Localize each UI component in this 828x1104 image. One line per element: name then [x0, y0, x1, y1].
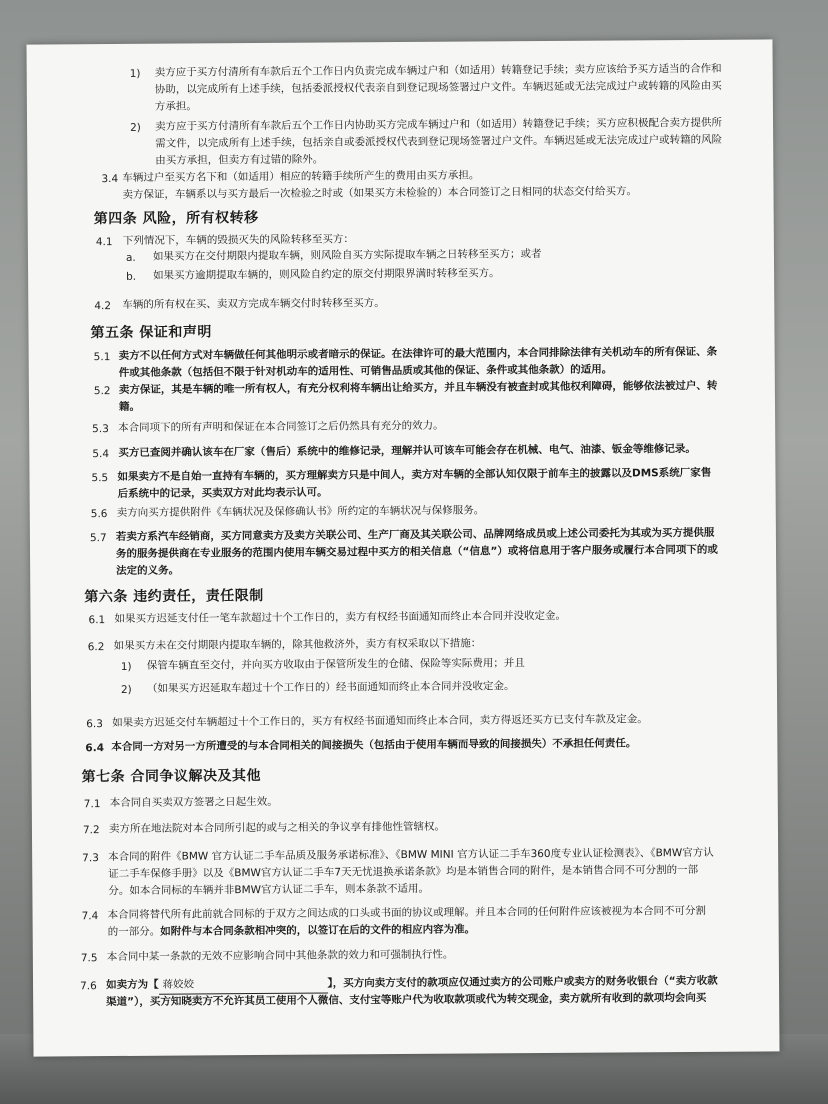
clause-7-1-text: 本合同自买卖双方签署之日起生效。 [109, 795, 278, 810]
clause-6-2-2-number: 2) [120, 683, 132, 696]
clause-4-1-number: 4.1 [95, 236, 113, 249]
clause-7-4-line-1: 本合同将替代所有此前就合同标的于双方之间达成的口头或书面的协议或理解。并且本合同的任何附件应该被视为本合同不可分割 [107, 904, 707, 922]
clause-5-3-number: 5.3 [92, 423, 109, 436]
clause-6-2-2-text: （如果买方迟延取车超过十个工作日的）经书面通知而终止本合同并没收定金。 [146, 680, 515, 695]
clause-7-4-line-2-bold: 如附件与本合同条款相冲突的，以签订在后的文件的相应内容为准。 [160, 923, 476, 938]
clause-7-3-number: 7.3 [82, 852, 99, 865]
clause-6-3-number: 6.3 [86, 718, 103, 731]
clause-6-2-1-text: 保管车辆直至交付，并向买方收取由于保管所发生的仓储、保险等实际费用；并且 [146, 657, 525, 672]
clause-7-3-line-2: 证二手车保修手册》以及《BMW官方认证二手车7天无忧退换承诺条款》均是本销售合同的附件，是本销售合同不可分割的一部 [108, 863, 699, 881]
clause-5-7-line-3: 法定的义务。 [116, 564, 180, 578]
clause-3-4-line-2: 卖方保证，车辆系以与买方最后一次检验之时或（如果买方未检验的）本合同签订之日相同的状态交付给买方。 [122, 185, 638, 201]
clause-3-3-1-number: 1) [129, 67, 141, 80]
clause-5-5-line-1: 如果卖方不是自始一直持有车辆的，买方理解卖方只是中间人，卖方对车辆的全部认知仅限于前车主的披露以及DMS系统厂家售 [117, 466, 712, 483]
clause-5-7-line-2: 务的服务提供商在专业服务的范围内使用车辆交易过程中买方的相关信息（“信息”）或将信息用于客户服务或履行本合同项下的或 [115, 543, 718, 561]
clause-7-6-suffix: 】，买方向卖方支付的款项应仅通过卖方的公司账户或卖方的财务收银台（“卖方收款 [327, 974, 718, 990]
clause-6-4-number: 6.4 [85, 742, 105, 755]
clause-4-2-text: 车辆的所有权在买、卖双方完成车辆交付时转移至买方。 [122, 297, 385, 311]
clause-5-3-text: 本合同项下的所有声明和保证在本合同签订之后仍然具有充分的效力。 [118, 419, 444, 434]
clause-7-6-number: 7.6 [80, 980, 97, 993]
clause-4-1-a-number: a. [125, 251, 136, 264]
clause-7-2-text: 卖方所在地法院对本合同所引起的或与之相关的争议享有排他性管辖权。 [108, 820, 445, 836]
clause-5-6-number: 5.6 [90, 508, 108, 521]
article-6-heading: 第六条 违约责任，责任限制 [84, 587, 264, 606]
clause-5-5-number: 5.5 [91, 472, 109, 485]
article-4-heading: 第四条 风险，所有权转移 [93, 210, 259, 228]
article-5-heading: 第五条 保证和声明 [90, 324, 212, 342]
clause-7-6-prefix: 如卖方为【 [106, 978, 159, 992]
clause-5-7-number: 5.7 [89, 532, 107, 545]
clause-7-5-number: 7.5 [80, 952, 98, 965]
clause-4-2-number: 4.2 [94, 300, 112, 313]
clause-7-3-line-3: 分。如本合同标的车辆并非BMW官方认证二手车，则本条款不适用。 [108, 882, 430, 898]
clause-3-3-1-line-3: 方承担。 [154, 100, 197, 113]
clause-5-1-line-1: 卖方不以任何方式对车辆做任何其他明示或者暗示的保证。在法律许可的最大范围内，本合同排除法律有关机动车的所有保证、条 [118, 345, 718, 362]
clause-3-3-1-line-2: 协助，以完成所有上述手续，包括委派授权代表亲自到登记现场签署过户文件。车辆迟延或无法完成过户或转籍的风险由买 [154, 79, 722, 96]
clause-5-4-number: 5.4 [92, 448, 110, 461]
clause-5-6-text: 卖方向买方提供附件《车辆状况及保修确认书》所约定的车辆状况与保修服务。 [116, 504, 485, 519]
clause-5-2-number: 5.2 [93, 385, 111, 398]
clause-6-1-text: 如果买方迟延支付任一笔车款超过十个工作日的，卖方有权经书面通知而终止本合同并没收定金。 [114, 609, 567, 626]
clause-6-2-text: 如果买方未在交付期限内提取车辆的，除其他救济外，卖方有权采取以下措施： [113, 637, 482, 653]
clause-3-3-2-line-1: 卖方应于买方付清所有车款后五个工作日内协助买方完成车辆过户和（如适用）转籍登记手续；买方应积极配合卖方提供所 [155, 116, 723, 133]
clause-5-2-line-1: 卖方保证，其是车辆的唯一所有权人，有充分权利将车辆出让给买方，并且车辆没有被查封或其他权利障碍，能够依法被过户、转 [118, 379, 718, 396]
clause-4-1-b-number: b. [126, 270, 137, 283]
clause-3-3-2-line-2: 需文件，以完成所有上述手续，包括亲自或委派授权代表到登记现场签署过户文件。车辆迟延或无法完成过户或转籍的风险 [155, 133, 723, 150]
clause-6-3-text: 如果卖方迟延交付车辆超过十个工作日的，买方有权经书面通知而终止本合同，卖方得返还买方已支付车款及定金。 [112, 713, 648, 730]
clause-5-5-line-2: 后系统中的记录，买卖双方对此均表示认可。 [117, 486, 328, 500]
seller-name-field: 蒋姣姣 [158, 976, 327, 995]
clause-4-1-b-text: 如果买方逾期提取车辆的，则风险自约定的原交付期限界满时转移至买方。 [153, 267, 500, 282]
clause-7-4-line-2 [108, 922, 476, 942]
clause-5-1-number: 5.1 [93, 351, 111, 364]
clause-7-5-text: 本合同中某一条款的无效不应影响合同中其他条款的效力和可强制执行性。 [106, 948, 454, 964]
clause-7-3-line-1: 本合同的附件《BMW 官方认证二手车品质及服务承诺标准》、《BMW MINI 官方认证二手车360度专业认证检测表》、《BMW官方认 [108, 846, 714, 864]
clause-3-4-number: 3.4 [101, 172, 119, 186]
clause-3-3-1-line-1: 卖方应于买方付清所有车款后五个工作日内负责完成车辆过户和（如适用）转籍登记手续；卖方应该给予买方适当的合作和 [154, 62, 722, 79]
clause-6-4-text: 本合同一方对另一方所遭受的与本合同相关的间接损失（包括由于使用车辆而导致的间接损失）不承担任何责任。 [111, 737, 637, 754]
clause-3-3-2-line-3: 由买方承担，但卖方有过错的除外。 [155, 153, 324, 167]
clause-7-6-line-2: 渠道”），买方知晓卖方不允许其员工使用个人微信、支付宝等账户代为收取款项或代为转交现金，卖方就所有收到的款项均会向买 [106, 991, 707, 1009]
clause-5-1-line-2: 件或其他条款（包括但不限于针对机动车的适用性、可销售品质或其他的保证、条件或其他条款）的适用。 [118, 363, 613, 379]
clause-4-1-a-text: 如果买方在交付期限内提取车辆，则风险自买方实际提取车辆之日转移至买方；或者 [152, 248, 542, 263]
article-7-heading: 第七条 合同争议解决及其他 [81, 767, 262, 786]
clause-7-4-number: 7.4 [81, 910, 99, 923]
clause-7-1-number: 7.1 [83, 798, 101, 811]
clause-6-1-number: 6.1 [88, 614, 106, 627]
clause-3-4-line-1: 车辆过户至买方名下和（如适用）相应的转籍手续所产生的费用由买方承担。 [122, 169, 480, 184]
clause-6-2-1-number: 1) [120, 660, 132, 673]
clause-5-2-line-2: 籍。 [118, 400, 141, 413]
clause-6-2-number: 6.2 [87, 641, 105, 654]
clause-5-4-text: 买方已查阅并确认该车在厂家（售后）系统中的维修记录，理解并认可该车可能会存在机械、电气、油漆、钣金等维修记录。 [118, 442, 696, 459]
clause-7-2-number: 7.2 [82, 824, 100, 837]
clause-7-4-line-2-plain: 的一部分。 [107, 925, 161, 939]
clause-5-7-line-1: 若卖方系汽车经销商，买方同意卖方及卖方关联公司、生产厂商及其关联公司、品牌网络成员或上述公司委托为其或为买方提供服 [115, 526, 715, 544]
contract-page [26, 39, 779, 1056]
clause-3-3-2-number: 2) [130, 121, 141, 134]
clause-4-1-text: 下列情况下，车辆的毁损灭失的风险转移至买方： [122, 233, 354, 247]
